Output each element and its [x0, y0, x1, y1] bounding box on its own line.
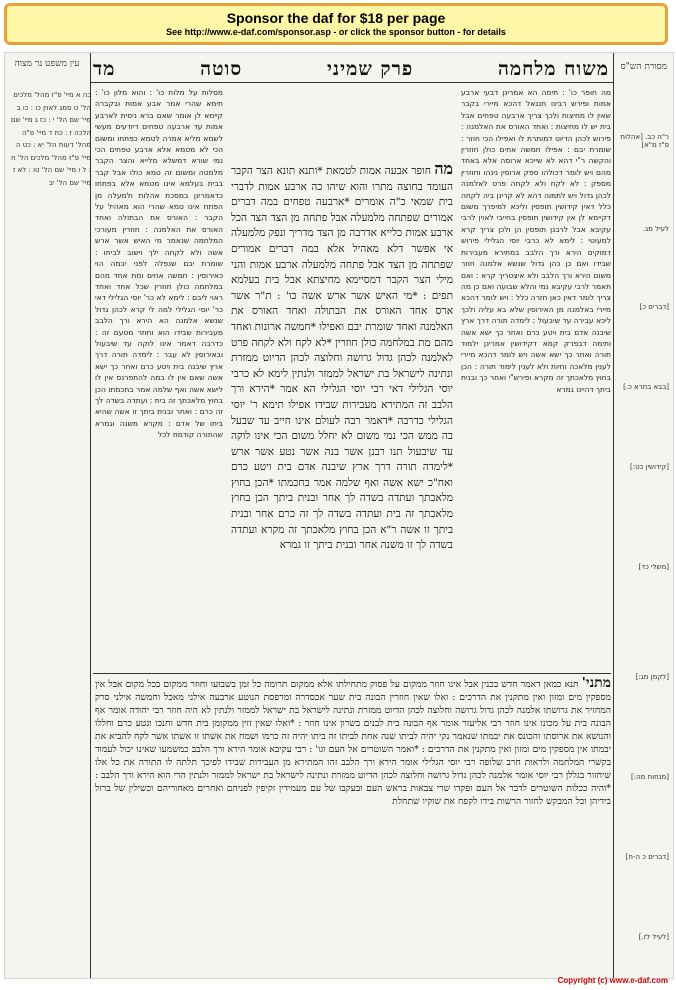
- masoret-note: [מנחות מה:]: [630, 773, 669, 781]
- header-rule: [91, 82, 613, 83]
- bottom-section-rule: [93, 673, 611, 674]
- daf-number: מד: [93, 57, 116, 80]
- gemara-body: חופר אבעה אמות לטמאת *ותנא תונא הצר הקבר העומד בחוצה מתרו והוא שיהו כה ארבע אמות לדברי בית שמאי כ"ה אומרים *ארבעה טפחים במה דברים אמורים שפתחה מלמעלה אבל פתחה מן הצד הצד הכל ארבע אמות כלייא אדרבה מן הצד מדריך ונפק מלמעלה אי אפשר דלא מאהיל אלא במה דברים אמורים שפתחה מן הצד אבל פתחה מלמעלה ארבע אמות והני מילי הצר הקבר דמסיימא מחיצתא אבל בית בעלמא תפים : *מי האיש אשר ארש אשה כו' : ת"ר אשר ארס אחד האורס את הבתולה ואחד האורס את האלמנה ואחד שומרת יבם ואפילו *חמשה ארונות ואחד מהם מת במלחמה כולן חוזרין *לא לקח ולא לקחה פרט לאלמנה לכהן גדול גרושה וחלוצה לכהן הדיוט ממזרת ונתינה לישראל בת ישראל לממזר ולנתין לימא לא כרבי יוסי הגלילי דאי רבי יוסי הגלילי הא אמר *הירא ורך הלבב זה המתירא מעבירות שבידו אפילו תימא ר' יוסי הגלילי כדרבה *דאמר רבה לעולם אינו חייב עד שבעל בה ממש הכי נמי משום לא יחלל משום הכי אינו לוקה עד שיבעול תנו רבנן אשר בנה אשר נטע אשר ארש *לימדה תורה דרך ארץ שיבנה אדם בית ויטע כרם ואח"כ ישא אשה ואף שלמה אמר בחכמתו *הכן בחוץ מלאכתך ועתדה בשדה לך אחר ובנית ביתך הכן בחוץ מלאכתך זה בית ועתדה בשדה לך זה כרם אחר ובנית ביתך זו אשה ר"א הכן בחוץ מלאכתך זה מקרא ועתדה בשדה לך זו משנה אחר ובנית ביתך זו גמרא: [231, 165, 453, 552]
- masoret-note: [קידושין כט:]: [630, 463, 669, 471]
- sponsor-subtitle: See http://www.e-daf.com/sponsor.asp - or click the sponsor button - for details: [166, 27, 506, 37]
- gemara-opening-word: מה: [434, 161, 453, 178]
- sponsor-banner[interactable]: [4, 3, 668, 45]
- talmud-page: [4, 52, 674, 979]
- chapter-name: משוח מלחמה: [497, 57, 609, 80]
- masoret-note: [דברים כ ה-ח]: [625, 853, 669, 861]
- chapter-number: פרק שמיני: [326, 57, 414, 80]
- masoret-note: ר"ה כב. [אהלות פ"ז מ"א]: [620, 133, 669, 149]
- rashi-commentary: מסלות על מלות כו' : והוא מלון כו' : תימא שהרי אמר אבע אמות ובקברה קיימא לן אומר שאם ברא ניסית לארבע אמות עד ארבעה טפחים דיודעים מעשי לשמא מליא אמרה לטמא כפתחו ומשום הכי לא מטמא אלא ארבע טפחים הכי נמי שורא דמשלא מלייא והצר הקבר מלמטה ומשום זה טמא כולו אבל קבר בבית בעלמא אינו מטמא אלא בפתחו כדאמרינן במסכת אהלות ולמעלה מן הפתח אינו טמא שהרי הוא מאהיל על הקבר : האורס את הבתולה ואחד האורס את האלמנה : חוזרין מעורכי המלחמה שנאמר מי האיש אשר ארש אשה ולא לקחה ילך וישוב לביתו : שומרת יבם שנפלה לפני יבמה הוי כאירוסין : חמשה אחים ומת אחד מהם במלחמה כולן חוזרין שכל אחד ואחד ראוי ליבם : לימא לא כר' יוסי הגלילי דאי כר' יוסי הגלילי למה לי קרא לכהן גדול שנשא אלמנה הא הירא ורך הלבב מעבירות שבידו הוא וחוזר מטעם זה : כדרבה דאמר אינו לוקה עד שיבעול ובאירוסין לא עבר : לימדה תורה דרך ארץ שיבנה בית ויטע כרם ואחר כך ישא אשה שאם אין לו במה להתפרנס אין לו לישא אשה ואף שלמה אמר בחכמתו הכן בחוץ מלאכתך זה בית : ועתדה בשדה לך זה כרם : ואחר ובנית ביתך זו אשה שהיא ביתו של אדם : מקרא משנה וגמרא שהתורה קודמת לכל: [95, 88, 223, 440]
- ein-mishpat-title: עין משפט נר מצוה: [14, 59, 80, 69]
- mishna-opening-word: מתני': [581, 677, 611, 691]
- masoret-hashas-notes: [609, 133, 669, 979]
- masoret-note: לעיל מג.: [643, 225, 669, 233]
- sponsor-title[interactable]: Sponsor the daf for $18 per page: [226, 10, 446, 26]
- mishna-bottom-text: [95, 677, 611, 967]
- ein-mishpat-notes: כה א מיי' פ"ז מהל' מלכים הל' ט סמג לאוין כו : כו ב מיי' שם הל' י : כז ג מיי' שם הלכה ז : כח ד מיי' פ"ה מהל' דעות הל' יא : כט ה מיי' פ"ז מהל' מלכים הל' ח : ל ו מיי' שם הל' טו : לא ז מיי' שם הל' יב: [10, 91, 91, 187]
- masoret-note: [דברים כ]: [639, 303, 669, 311]
- masoret-note: [בבא בתרא כ.]: [623, 383, 669, 391]
- tosafot-commentary: מה חופר כו' : תימה הא אמרינן דבעי ארבע אמות ופירש רבינו חננאל דהכא מיירי בקבר שאין לו מחיצות ולכך צריך ארבעה טפחים אבל בית יש לו מחיצות : ואחד האורס את האלמנה : פירוש לכהן הדיוט דמותרת לו ואפילו הכי חוזר : שומרת יבם : אפילו חמשה אחים כולן חוזרין והקשה ר"י דהא לא שייכא ארוסה אלא באחד מהם ויש לומר דכולהו ספק ארוסין נינהו וחוזרין מספק : לא לקח ולא לקחה פרט לאלמנה לכהן גדול ויש לתמוה דהא לא קרינן ביה לקחה כלל דאין קידושין תופסין וליכא למיפרך משום דקיימא לן אין קידושין תופסין בחייבי לאוין לרבי עקיבא אבל לרבנן תופסין הן ולכן צריך קרא למעוטי : לימא לא כרבי יוסי הגלילי פירוש דמוקים הירא ורך הלבב במתירא מעבירות שבידו ואם כן כהן גדול שנשא אלמנה חוזר משום הירא ורך הלבב ולא איצטריך קרא : ואם תאמר לרבי עקיבא נמי והלא שבועה ואם כן מה צריך לומר דאין כאן חזרה כלל : ויש לומר דהכא מיירי באלמנה מן האירוסין שלא בא עליה ולכך ליכא עבירה עד שיבעול : לימדה תורה דרך ארץ שיבנה אדם בית ויטע כרם ואחר כך ישא אשה ותימה דבפרק קמא דקידושין אמרינן ילמוד תורה ואחר כך ישא אשה ויש לומר דהכא מיירי לענין מלאכה וחיות ולא לענין לימוד תורה : הכן בחוץ מלאכתך זה מקרא ופירש"י ואחר כך ובנית ביתך דהיינו גמרא: [461, 88, 611, 394]
- masoret-hashas-title: מסורת הש"ס: [620, 62, 667, 72]
- gemara-text: [231, 161, 453, 671]
- masoret-note: [משלי כד]: [638, 563, 669, 571]
- mishna-bottom-body: תנא כמאן דאמר חדש בכנין אבל אינו חוזר ממקום על פסוק מתחילתו אלא ממקום תרומה כל זמן בשבועו וחוזר ממקום בכל מקום אבל אין מספקין מים ומזון ואין מתקנין את הדרכים : ואלו שאין חוזרין הבונה בית שער אכסדרה ומרפסת הנוטע ארבעה אילני מאכל וחמשה אילני סרק המחזיר את גרושתו אלמנה לכהן גדול גרושה וחלוצה לכהן הדיוט ממזרת ונתינה לישראל בת ישראל לממזר ולנתין לא היה חוזר רבי יהודה אומר אף הבונה בית על מכונו אינו חוזר רבי אליעזר אומר אף הבונה בית לבנים בשרון אינו חוזר : *ואלו שאין זזין ממקומן בית חדש וחנכו ונטע כרם וחללו והנושא את ארוסתו והכונס את יבמתו שנאמר נקי יהיה לביתו שנה אחת לביתו זה ביתו יהיה זה כרמו ושמח את אשתו זו אשתו אשר לקח להביא את יבמתו אין מספקין מים ומזון ואין מתקנין את הדרכים : *ואמר השוטרים אל העם וגו' : רבי עקיבא אומר הירא ורך הלבב כמשמעו שאינו יכול לעמוד בקשרי המלחמה ולראות חרב שלופה רבי יוסי הגלילי אומר הירא ורך הלבב זהו המתירא מן העבירות שבידו לפיכך תלתה לו התורה את כל אלו שיחזור בגללן רבי יוסי אומר אלמנה לכהן גדול גרושה וחלוצה לכהן הדיוט ממזרת ונתינה לישראל בת ישראל לממזר ולנתין הרי הוא הירא ורך הלבב : *והיה ככלות השוטרים לדבר אל העם ופקדו שרי צבאות בראש העם ובעקבו של עם מעמידין זקיפין לפניהם ואחרים מאחוריהם וכשילין של ברזל בידיהן וכל המבקש לחזור הרשות בידו לקפח את שוקיו שתחלת: [95, 679, 611, 807]
- tractate-name: סוטה: [200, 57, 243, 80]
- copyright-notice[interactable]: Copyright (c) www.e-daf.com: [557, 976, 668, 985]
- masoret-note: [לקמן מג:]: [635, 673, 669, 681]
- page-header: [93, 57, 609, 81]
- masoret-note: [לעיל לז.]: [638, 933, 669, 941]
